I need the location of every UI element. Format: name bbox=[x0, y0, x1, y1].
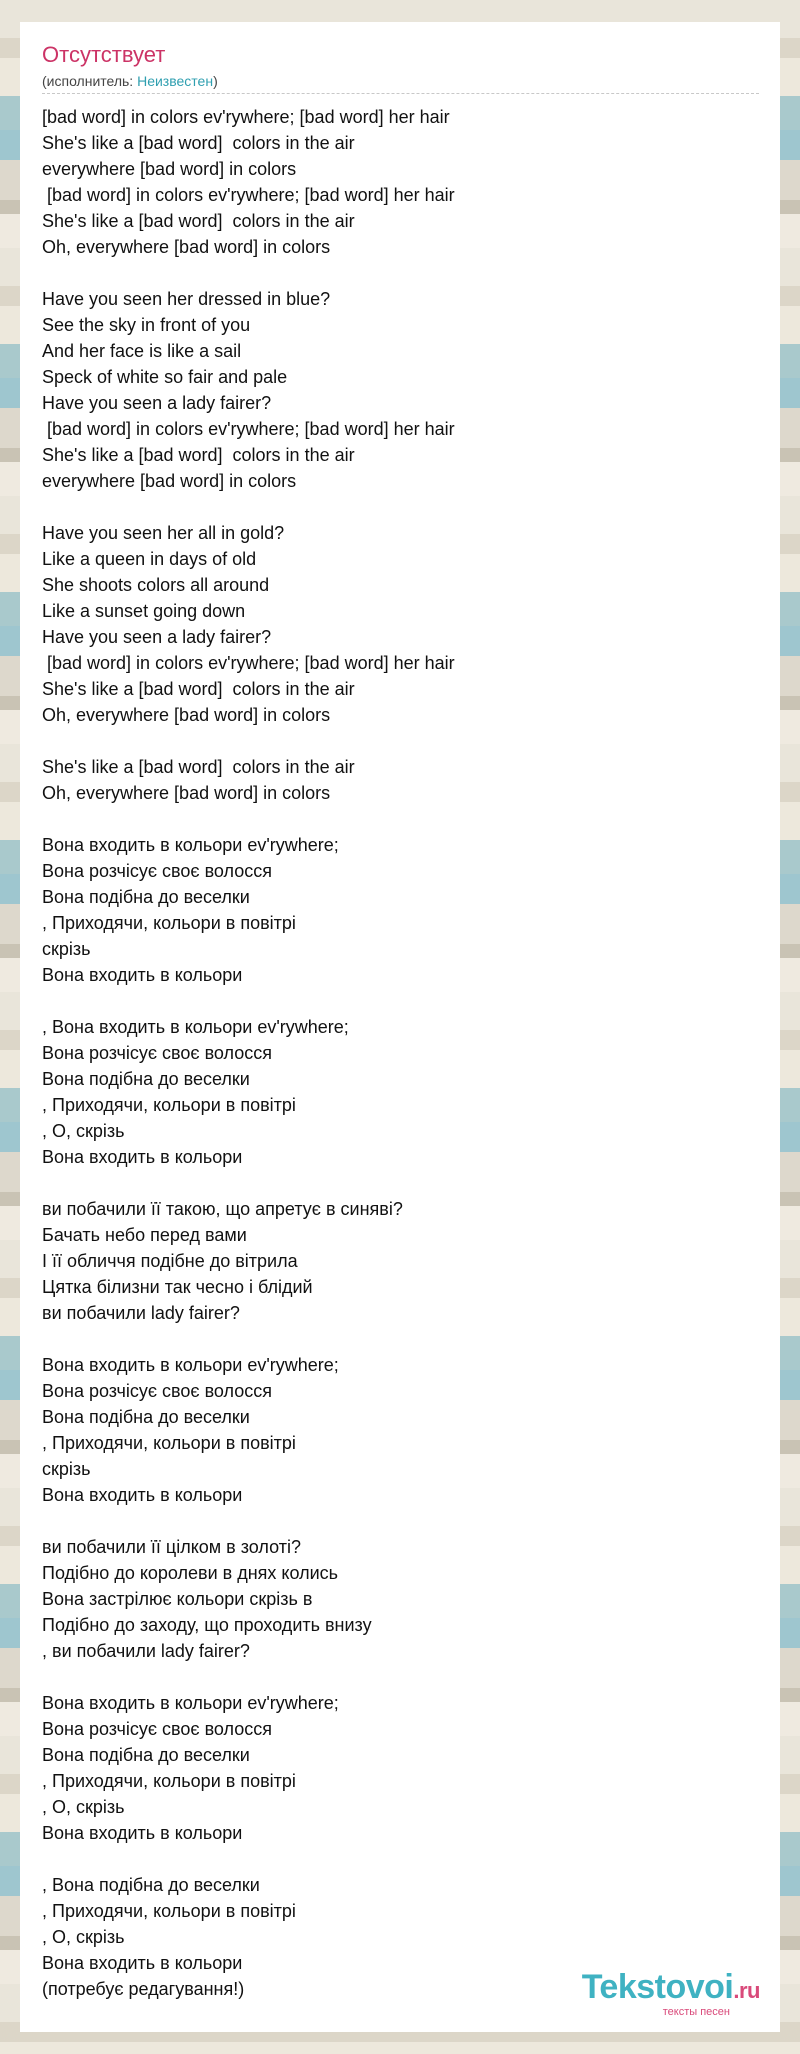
lyric-line: Like a sunset going down bbox=[42, 601, 246, 621]
artist-prefix: (исполнитель: bbox=[42, 73, 138, 89]
lyric-line: Have you seen a lady fairer? bbox=[42, 393, 272, 413]
lyric-line: Вона подібна до веселки bbox=[42, 1069, 250, 1089]
lyric-line: She shoots colors all around bbox=[42, 575, 270, 595]
lyric-line: everywhere [bad word] in colors bbox=[42, 159, 297, 179]
lyric-line: Цятка білизни так чесно і блідий bbox=[42, 1277, 313, 1297]
lyric-line: , ви побачили lady fairer? bbox=[42, 1641, 250, 1661]
song-title: Отсутствует bbox=[42, 42, 166, 67]
logo-tld: .ru bbox=[733, 1978, 760, 2003]
lyrics-text bbox=[42, 104, 762, 2002]
lyric-line: Oh, everywhere [bad word] in colors bbox=[42, 705, 331, 725]
lyric-line: , О, скрізь bbox=[42, 1927, 125, 1947]
logo-wordmark bbox=[582, 1969, 760, 2009]
lyric-line: , О, скрізь bbox=[42, 1797, 125, 1817]
lyric-line: Вона застрілює кольори скрізь в bbox=[42, 1589, 313, 1609]
lyric-line: Вона входить в кольори ev'rywhere; bbox=[42, 1693, 339, 1713]
lyric-line: Like a queen in days of old bbox=[42, 549, 257, 569]
lyric-line: Oh, everywhere [bad word] in colors bbox=[42, 237, 331, 257]
lyric-line: І її обличчя подібне до вітрила bbox=[42, 1251, 298, 1271]
lyrics-card bbox=[20, 22, 780, 2032]
lyric-line: , Вона входить в кольори ev'rywhere; bbox=[42, 1017, 349, 1037]
lyric-line: Вона подібна до веселки bbox=[42, 887, 250, 907]
stanza-break bbox=[42, 1846, 762, 1872]
lyric-line: Вона розчісує своє волосся bbox=[42, 861, 273, 881]
lyric-line: Вона входить в кольори bbox=[42, 1823, 243, 1843]
lyric-line: [bad word] in colors ev'rywhere; [bad word] her hair bbox=[42, 107, 450, 127]
stanza-break bbox=[42, 1170, 762, 1196]
artist-link[interactable]: Неизвестен bbox=[137, 73, 214, 89]
lyric-line: Have you seen her dressed in blue? bbox=[42, 289, 331, 309]
lyric-line: Вона подібна до веселки bbox=[42, 1745, 250, 1765]
logo-word: Tekstovoi bbox=[581, 1968, 734, 2006]
lyric-line: скрізь bbox=[42, 939, 91, 959]
lyric-line: Вона розчісує своє волосся bbox=[42, 1043, 273, 1063]
lyric-line: She's like a [bad word] colors in the air bbox=[42, 133, 355, 153]
lyric-line: , О, скрізь bbox=[42, 1121, 125, 1141]
lyric-line: (потребує редагування!) bbox=[42, 1979, 245, 1999]
lyric-line: ви побачили lady fairer? bbox=[42, 1303, 240, 1323]
stanza-break bbox=[42, 728, 762, 754]
artist-line bbox=[42, 72, 218, 90]
stanza-break bbox=[42, 806, 762, 832]
stanza-break bbox=[42, 1508, 762, 1534]
lyric-line: She's like a [bad word] colors in the air bbox=[42, 211, 355, 231]
lyric-line: Вона розчісує своє волосся bbox=[42, 1719, 273, 1739]
stanza-break bbox=[42, 1664, 762, 1690]
stanza-break bbox=[42, 988, 762, 1014]
lyric-line: ви побачили її цілком в золоті? bbox=[42, 1537, 301, 1557]
lyric-line: And her face is like a sail bbox=[42, 341, 242, 361]
artist-suffix: ) bbox=[213, 73, 218, 89]
lyric-line: everywhere [bad word] in colors bbox=[42, 471, 297, 491]
lyric-line: Oh, everywhere [bad word] in colors bbox=[42, 783, 331, 803]
lyric-line: Вона входить в кольори bbox=[42, 1953, 243, 1973]
lyric-line: See the sky in front of you bbox=[42, 315, 251, 335]
lyric-line: Вона входить в кольори ev'rywhere; bbox=[42, 835, 339, 855]
lyric-line: Вона розчісує своє волосся bbox=[42, 1381, 273, 1401]
logo-tagline: тексты песен bbox=[662, 2006, 730, 2018]
lyric-line: , Приходячи, кольори в повітрі bbox=[42, 1095, 296, 1115]
lyric-line: Вона входить в кольори bbox=[42, 1147, 243, 1167]
lyric-line: , Приходячи, кольори в повітрі bbox=[42, 1771, 296, 1791]
lyric-line: , Приходячи, кольори в повітрі bbox=[42, 1901, 296, 1921]
lyric-line: Вона подібна до веселки bbox=[42, 1407, 250, 1427]
lyric-line: She's like a [bad word] colors in the air bbox=[42, 757, 355, 777]
lyric-line: ви побачили її такою, що апретує в синяві? bbox=[42, 1199, 403, 1219]
lyric-line: Speck of white so fair and pale bbox=[42, 367, 288, 387]
lyric-line: [bad word] in colors ev'rywhere; [bad word] her hair bbox=[42, 653, 455, 673]
lyric-line: She's like a [bad word] colors in the air bbox=[42, 445, 355, 465]
lyric-line: , Приходячи, кольори в повітрі bbox=[42, 1433, 296, 1453]
lyric-line: скрізь bbox=[42, 1459, 91, 1479]
lyric-line: , Приходячи, кольори в повітрі bbox=[42, 913, 296, 933]
lyric-line: [bad word] in colors ev'rywhere; [bad word] her hair bbox=[42, 419, 455, 439]
lyric-line: She's like a [bad word] colors in the air bbox=[42, 679, 355, 699]
lyric-line: Подібно до заходу, що проходить внизу bbox=[42, 1615, 372, 1635]
lyric-line: , Вона подібна до веселки bbox=[42, 1875, 260, 1895]
lyric-line: Подібно до королеви в днях колись bbox=[42, 1563, 339, 1583]
lyric-line: Вона входить в кольори bbox=[42, 965, 243, 985]
lyric-line: Вона входить в кольори bbox=[42, 1485, 243, 1505]
lyric-line: Вона входить в кольори ev'rywhere; bbox=[42, 1355, 339, 1375]
stanza-break bbox=[42, 260, 762, 286]
stanza-break bbox=[42, 1326, 762, 1352]
site-logo[interactable] bbox=[582, 1969, 760, 2018]
lyric-line: Бачать небо перед вами bbox=[42, 1225, 247, 1245]
lyric-line: Have you seen a lady fairer? bbox=[42, 627, 272, 647]
header-divider bbox=[42, 93, 759, 94]
stanza-break bbox=[42, 494, 762, 520]
lyric-line: Have you seen her all in gold? bbox=[42, 523, 285, 543]
lyric-line: [bad word] in colors ev'rywhere; [bad word] her hair bbox=[42, 185, 455, 205]
